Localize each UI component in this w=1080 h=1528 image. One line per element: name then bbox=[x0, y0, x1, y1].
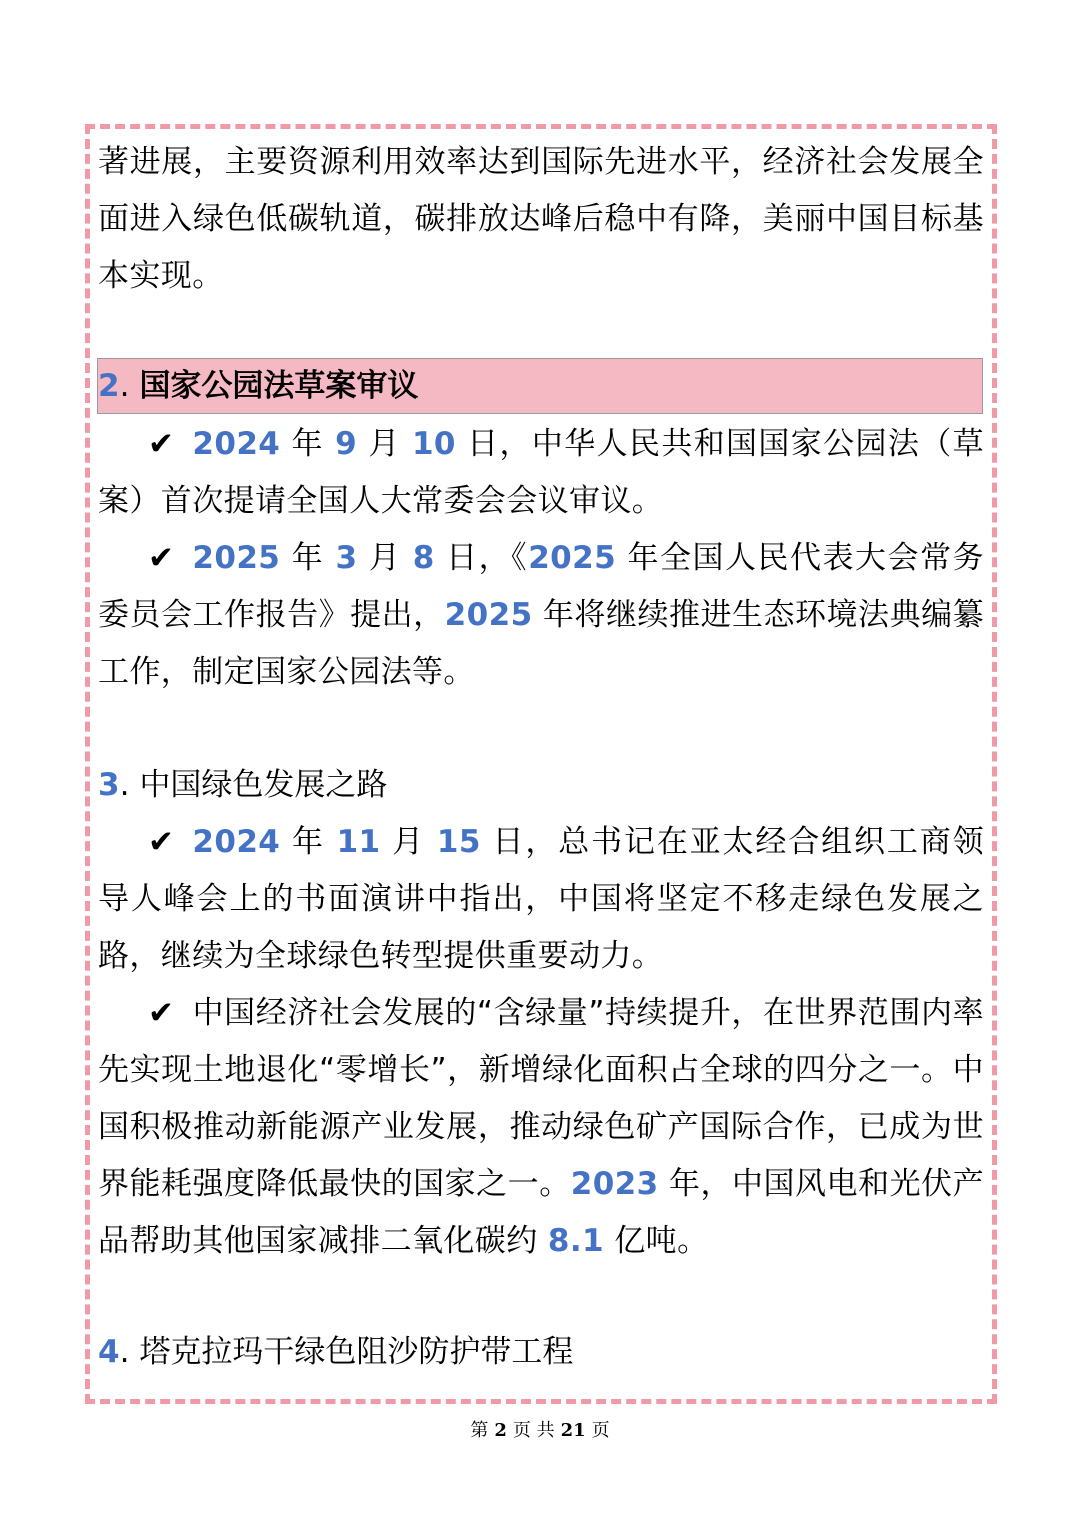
page-footer: 第 2 页 共 21 页 bbox=[470, 1420, 610, 1441]
section-number: 3 bbox=[98, 767, 120, 803]
checkmark-icon: ✔ bbox=[148, 540, 175, 576]
current-page-number: 2 bbox=[494, 1420, 507, 1441]
section-2-heading: 2. 国家公园法草案审议 bbox=[98, 368, 419, 404]
paragraph: ✔ 2024 年 11 月 15 日，总书记在亚太经合组织工商领导人峰会上的书面演讲中指出，中国将坚定不移走绿色发展之路，继续为全球绿色转型提供重要动力。 bbox=[98, 824, 984, 974]
checkmark-icon: ✔ bbox=[148, 995, 175, 1031]
paragraph: ✔ 2024 年 9 月 10 日，中华人民共和国国家公园法（草案）首次提请全国人大常委会会议审议。 bbox=[98, 426, 985, 519]
section-2-body bbox=[98, 416, 984, 701]
section-title: 塔克拉玛干绿色阻沙防护带工程 bbox=[139, 1334, 574, 1370]
checkmark-icon: ✔ bbox=[148, 426, 175, 462]
paragraph: ✔ 中国经济社会发展的“含绿量”持续提升，在世界范围内率先实现土地退化“零增长”，新增绿化面积占全球的四分之一。中国积极推动新能源产业发展，推动绿色矿产国际合作，已成为世界能耗强度降低最快的国家之一。2023 年，中国风电和光伏产品帮助其他国家减排二氧化碳约 8.1 亿吨。 bbox=[98, 995, 985, 1259]
section-number: 4 bbox=[98, 1334, 120, 1370]
paragraph: ✔ 2025 年 3 月 8 日，《2025 年全国人民代表大会常务委员会工作报告》提出，2025 年将继续推进生态环境法典编纂工作，制定国家公园法等。 bbox=[98, 540, 984, 690]
section-title: 国家公园法草案审议 bbox=[139, 368, 419, 404]
intro-paragraph: 著进展，主要资源利用效率达到国际先进水平，经济社会发展全面进入绿色低碳轨道，碳排放达峰后稳中有降，美丽中国目标基本实现。 bbox=[98, 144, 984, 294]
total-pages-number: 21 bbox=[560, 1420, 586, 1441]
intro-block bbox=[98, 134, 984, 305]
checkmark-icon: ✔ bbox=[148, 824, 175, 860]
section-3-heading: 3. 中国绿色发展之路 bbox=[98, 767, 388, 803]
section-number: 2 bbox=[98, 368, 120, 404]
section-4-heading: 4. 塔克拉玛干绿色阻沙防护带工程 bbox=[98, 1334, 574, 1370]
section-3-body bbox=[98, 814, 984, 1270]
section-title: 中国绿色发展之路 bbox=[139, 767, 388, 803]
